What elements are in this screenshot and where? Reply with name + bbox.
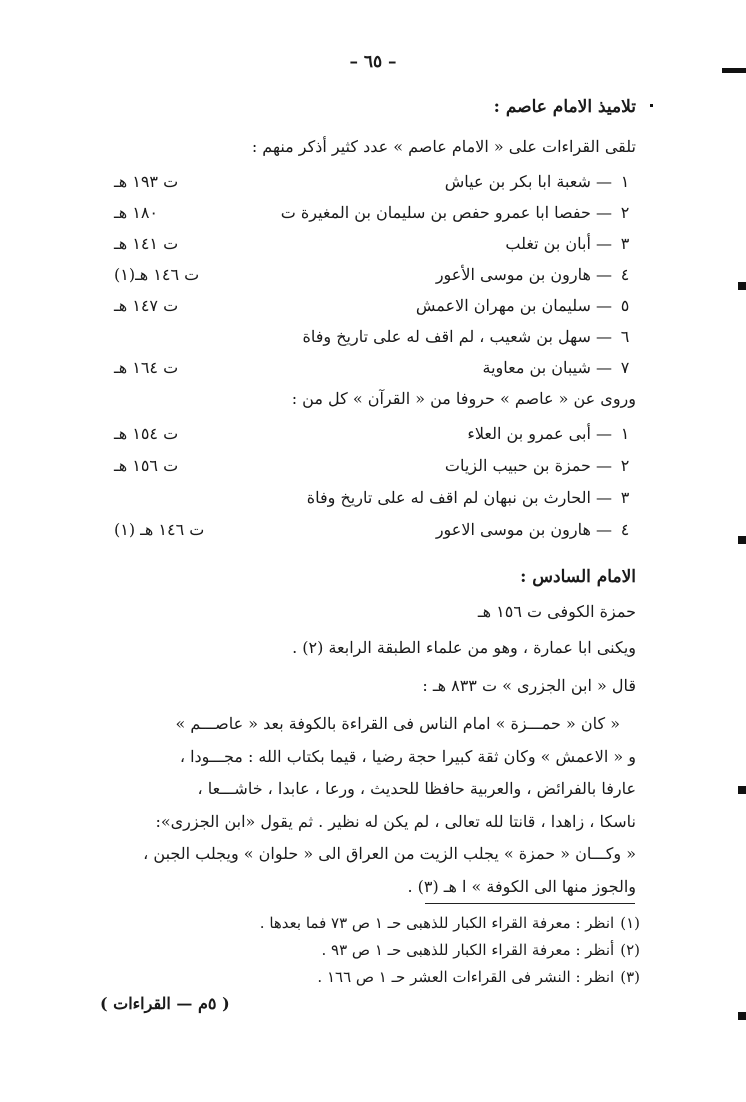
item-name: — شيبان بن معاوية: [482, 358, 612, 377]
item-date: ت ١٤١ هـ: [114, 234, 179, 253]
quote-line: « وكـــان « حمزة » يجلب الزيت من العراق الى « حلوان » ويجلب الجبن ،: [143, 844, 636, 863]
item-name: — هارون بن موسى الأعور: [435, 265, 612, 284]
signature-mark: ( ٥م — القراءات ): [100, 994, 230, 1013]
item-number: ٣: [620, 234, 630, 253]
footnote-text: أنظر : معرفة القراء الكبار للذهبى حـ ١ ص ٩٣ .: [321, 941, 615, 959]
item-date: ت ١٥٦ هـ: [114, 456, 179, 475]
scan-edge-mark: [738, 282, 746, 290]
list-item: [114, 265, 634, 287]
scan-edge-mark: [738, 1012, 746, 1020]
list-item: [114, 172, 634, 194]
narrators-intro: وروى عن « عاصم » حروفا من « القرآن » كل من :: [291, 389, 636, 408]
item-number: ٣: [620, 488, 630, 507]
list-item: [114, 234, 634, 256]
footnote-text: انظر : النشر فى القراءات العشر حـ ١ ص ١٦٦ .: [317, 968, 615, 986]
ibn-jazari-line: قال « ابن الجزرى » ت ٨٣٣ هـ :: [422, 676, 636, 695]
quote-line: والجوز منها الى الكوفة » ا هـ (٣) .: [407, 876, 636, 896]
list-item: [114, 488, 634, 510]
item-name: — شعبة ابا بكر بن عياش: [444, 172, 612, 191]
item-date: ت ١٤٦ هـ (١): [114, 520, 205, 539]
list-item: [114, 456, 634, 478]
students-intro: تلقى القراءات على « الامام عاصم » عدد كثير أذكر منهم :: [251, 137, 636, 156]
imam-kunya-line: ويكنى ابا عمارة ، وهو من علماء الطبقة الرابعة (٢) .: [292, 638, 636, 657]
footnote: [317, 967, 640, 987]
imam-name-line: حمزة الكوفى ت ١٥٦ هـ: [477, 602, 636, 621]
footnote-number: (١): [620, 914, 640, 932]
scan-edge-mark: [738, 536, 746, 544]
item-name: — الحارث بن نبهان لم اقف له على تاريخ وفاة: [306, 488, 612, 507]
page-number: – ٦٥ –: [349, 52, 397, 72]
scan-speck: [650, 104, 653, 107]
quote-line: عارفا بالفرائض ، والعربية حافظا للحديث ، ورعا ، عابدا ، خاشـــعا ،: [197, 779, 636, 798]
list-item: [114, 358, 634, 380]
section-heading-sixth-imam: الامام السادس :: [520, 567, 636, 587]
item-name: — سليمان بن مهران الاعمش: [415, 296, 612, 315]
item-date: ت ١٦٤ هـ: [114, 358, 179, 377]
item-number: ٤: [620, 520, 630, 539]
item-date: ت ١٤٦ هـ(١): [114, 265, 200, 284]
footnote-number: (٢): [620, 941, 640, 959]
item-name: — سهل بن شعيب ، لم اقف له على تاريخ وفاة: [302, 327, 612, 346]
item-number: ١: [620, 424, 630, 443]
item-date: ١٨٠ هـ: [114, 203, 158, 222]
quote-line: « كان « حمـــزة » امام الناس فى القراءة بالكوفة بعد « عاصـــم »: [175, 714, 620, 733]
footnote-divider: [425, 903, 635, 904]
list-item: [114, 520, 634, 542]
item-number: ١: [620, 172, 630, 191]
list-item: [114, 296, 634, 318]
item-number: ٧: [620, 358, 630, 377]
item-date: ت ١٤٧ هـ: [114, 296, 179, 315]
item-number: ٥: [620, 296, 630, 315]
section-heading-students: تلاميذ الامام عاصم :: [493, 97, 636, 117]
item-name: — أبى عمرو بن العلاء: [467, 424, 612, 443]
quote-line: ناسكا ، زاهدا ، قانتا لله تعالى ، لم يكن له نظير . ثم يقول «ابن الجزرى»:: [155, 811, 636, 831]
item-date: ت ١٩٣ هـ: [114, 172, 179, 191]
item-name: — حمزة بن حبيب الزيات: [444, 456, 612, 475]
quote-line: و « الاعمش » وكان ثقة كبيرا حجة رضيا ، قيما بكتاب الله : مجـــودا ،: [179, 746, 636, 766]
item-date: ت ١٥٤ هـ: [114, 424, 179, 443]
scan-edge-mark: [738, 786, 746, 794]
item-name: — أبان بن تغلب: [505, 234, 612, 253]
footnote: [321, 940, 640, 960]
item-name: — هارون بن موسى الاعور: [435, 520, 612, 539]
item-number: ٢: [620, 456, 630, 475]
list-item: [114, 424, 634, 446]
footnote-number: (٣): [620, 968, 640, 986]
item-number: ٢: [620, 203, 630, 222]
list-item: [114, 327, 634, 349]
item-number: ٤: [620, 265, 630, 284]
list-item: [114, 203, 634, 225]
scan-edge-mark: [722, 68, 746, 73]
item-name: — حفصا ابا عمرو حفص بن سليمان بن المغيرة ت: [280, 203, 612, 222]
item-number: ٦: [620, 327, 630, 346]
footnote-text: انظر : معرفة القراء الكبار للذهبى حـ ١ ص ٧٣ فما بعدها .: [259, 914, 615, 932]
footnote: [260, 913, 640, 933]
